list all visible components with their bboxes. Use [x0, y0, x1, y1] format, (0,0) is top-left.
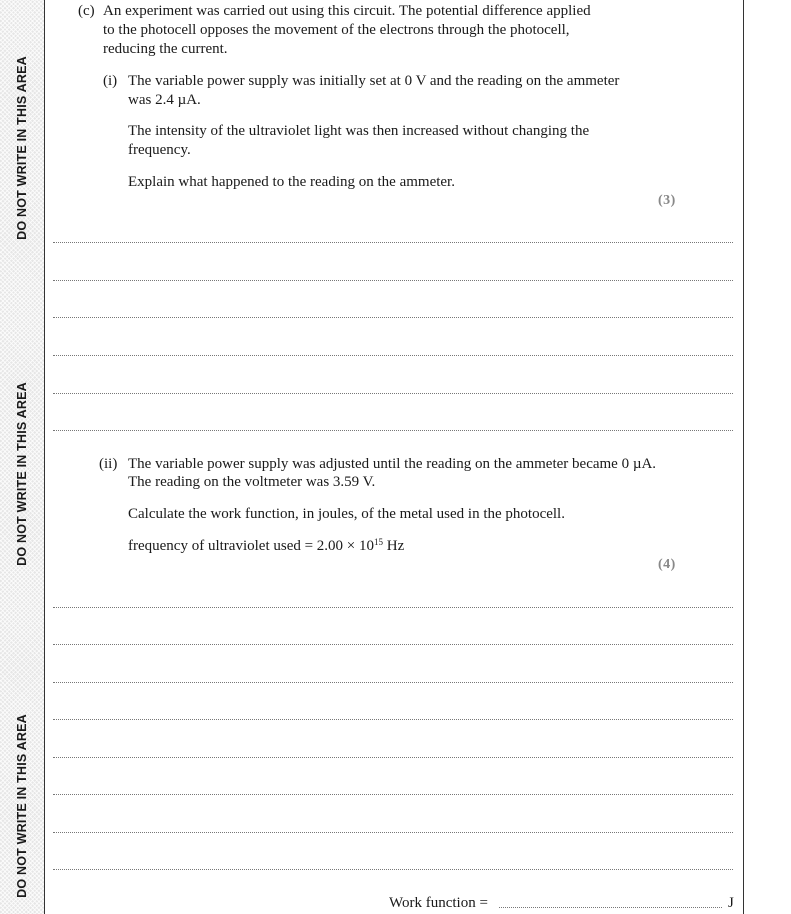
part-c-line: An experiment was carried out using this circuit. The potential difference applied [103, 3, 591, 19]
no-write-label: DO NOT WRITE IN THIS AREA [15, 56, 29, 240]
part-ii-instruction: Calculate the work function, in joules, of the metal used in the photocell. [128, 506, 565, 522]
given-unit: Hz [383, 538, 405, 554]
part-c-line: reducing the current. [103, 41, 228, 57]
marks-badge: (3) [658, 193, 676, 208]
answer-line[interactable] [53, 869, 733, 870]
answer-line[interactable] [53, 280, 733, 281]
answer-line[interactable] [53, 794, 733, 795]
answer-line[interactable] [53, 682, 733, 683]
answer-line[interactable] [53, 355, 733, 356]
answer-line[interactable] [53, 719, 733, 720]
answer-line[interactable] [53, 757, 733, 758]
work-function-unit: J [728, 895, 734, 911]
left-border [44, 0, 45, 914]
part-c-line: to the photocell opposes the movement of the electrons through the photocell, [103, 22, 570, 38]
part-c-label: (c) [78, 3, 95, 19]
part-ii-text: The reading on the voltmeter was 3.59 V. [128, 474, 376, 490]
given-prefix: frequency of ultraviolet used = 2.00 × 10 [128, 538, 375, 554]
right-border [743, 0, 744, 914]
work-function-label: Work function = [389, 895, 488, 911]
answer-line[interactable] [53, 607, 733, 608]
answer-line[interactable] [53, 317, 733, 318]
no-write-label: DO NOT WRITE IN THIS AREA [15, 382, 29, 566]
part-i-instruction: Explain what happened to the reading on the ammeter. [128, 174, 455, 190]
part-ii-text: The variable power supply was adjusted until the reading on the ammeter became 0 µA. [128, 456, 657, 472]
answer-line[interactable] [53, 832, 733, 833]
answer-line[interactable] [53, 393, 733, 394]
no-write-label: DO NOT WRITE IN THIS AREA [15, 714, 29, 898]
given-exponent: 15 [374, 537, 384, 547]
marks-badge: (4) [658, 557, 676, 572]
answer-line[interactable] [53, 242, 733, 243]
part-i-text: The variable power supply was initially set at 0 V and the reading on the ammeter [128, 73, 620, 89]
part-i-text: frequency. [128, 142, 191, 158]
part-i-label: (i) [103, 73, 118, 89]
given-frequency [128, 537, 404, 556]
part-i-text: was 2.4 µA. [128, 92, 201, 108]
part-ii-label: (ii) [99, 456, 118, 472]
answer-line[interactable] [53, 644, 733, 645]
part-i-text: The intensity of the ultraviolet light was then increased without changing the [128, 123, 590, 139]
answer-line[interactable] [53, 430, 733, 431]
work-function-answer-line[interactable] [499, 907, 722, 908]
